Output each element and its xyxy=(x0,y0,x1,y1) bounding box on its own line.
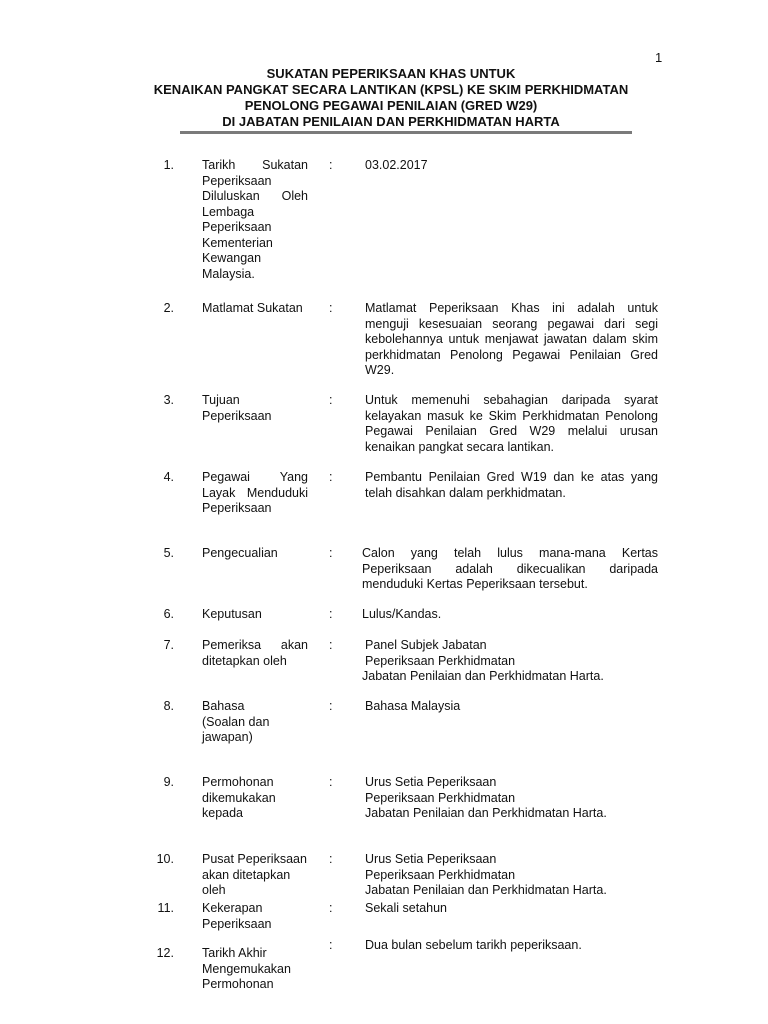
value-line: Peperiksaan Perkhidmatan xyxy=(365,653,516,668)
item-value xyxy=(362,638,658,685)
title-line-3: PENOLONG PEGAWAI PENILAIAN (GRED W29) xyxy=(244,98,538,113)
item-colon: : xyxy=(329,158,333,172)
value-line: Panel Subjek Jabatan xyxy=(365,638,487,652)
item-number: 10. xyxy=(156,852,174,866)
item-number: 4. xyxy=(163,470,174,484)
title-line-4: DI JABATAN PENILAIAN DAN PERKHIDMATAN HARTA xyxy=(222,114,560,129)
page-number: 1 xyxy=(655,50,663,65)
item-colon: : xyxy=(329,775,333,789)
item-label xyxy=(202,775,314,822)
item-colon: : xyxy=(329,638,333,652)
item-value: Lulus/Kandas. xyxy=(362,607,442,621)
item-colon: : xyxy=(329,301,333,315)
document-title xyxy=(150,66,632,130)
item-number: 6. xyxy=(163,607,174,621)
item-label: Tujuan Peperiksaan xyxy=(202,393,272,423)
label-line: Tarikh Akhir xyxy=(202,946,267,960)
item-number: 1. xyxy=(163,158,174,172)
value-line: menduduki Kertas Peperiksaan tersebut. xyxy=(362,577,588,591)
label-line: Pusat Peperiksaan xyxy=(202,852,307,866)
item-number: 8. xyxy=(163,699,174,713)
value-line: Calon yang telah lulus mana-mana Kertas xyxy=(362,546,658,560)
item-number: 12. xyxy=(156,946,174,960)
value-line: Peperiksaan Perkhidmatan xyxy=(365,867,516,882)
item-label xyxy=(202,852,314,899)
item-value: Untuk memenuhi sebahagian daripada syarat kelayakan masuk ke Skim Perkhidmatan Penolong Pegawai Penilaian Gred W29 melalui urusan kenaikan pangkat secara lantikan. xyxy=(365,393,658,454)
label-line: Permohonan xyxy=(202,775,274,789)
item-label: Tarikh Sukatan Peperiksaan Diluluskan Oleh Lembaga Peperiksaan Kementerian Kewangan Malaysia. xyxy=(202,158,308,281)
item-label: Pemeriksa akan ditetapkan oleh xyxy=(202,638,308,668)
label-line: dikemukakan xyxy=(202,790,276,805)
label-line: akan ditetapkan xyxy=(202,867,291,882)
item-value: Bahasa Malaysia xyxy=(365,699,461,713)
item-value: 03.02.2017 xyxy=(365,158,428,172)
item-label: Pengecualian xyxy=(202,546,278,560)
value-line: Peperiksaan adalah dikecualikan daripada xyxy=(362,561,658,576)
item-colon: : xyxy=(329,938,333,952)
item-number: 7. xyxy=(163,638,174,652)
title-line-1: SUKATAN PEPERIKSAAN KHAS UNTUK xyxy=(266,66,516,81)
label-line: (Soalan dan xyxy=(202,714,270,729)
value-line: Jabatan Penilaian dan Perkhidmatan Harta. xyxy=(365,883,607,897)
item-colon: : xyxy=(329,699,333,713)
item-number: 2. xyxy=(163,301,174,315)
item-label: Pegawai Yang Layak Menduduki Peperiksaan xyxy=(202,470,308,515)
value-line: Jabatan Penilaian dan Perkhidmatan Harta. xyxy=(362,669,604,683)
item-value: Dua bulan sebelum tarikh peperiksaan. xyxy=(365,938,582,952)
value-line: Urus Setia Peperiksaan xyxy=(365,852,497,866)
item-number: 11. xyxy=(157,901,174,915)
value-line: Jabatan Penilaian dan Perkhidmatan Harta. xyxy=(365,806,607,820)
label-line: jawapan) xyxy=(202,730,253,744)
item-label xyxy=(202,699,314,746)
title-divider xyxy=(180,131,632,134)
label-line: Kekerapan xyxy=(202,901,263,915)
item-colon: : xyxy=(329,901,333,915)
item-number: 3. xyxy=(163,393,174,407)
label-line: oleh xyxy=(202,883,226,897)
item-label: Matlamat Sukatan xyxy=(202,301,303,315)
item-value: Sekali setahun xyxy=(365,901,448,915)
item-colon: : xyxy=(329,393,333,407)
value-line: Urus Setia Peperiksaan xyxy=(365,775,497,789)
item-value: Pembantu Penilaian Gred W19 dan ke atas yang telah disahkan dalam perkhidmatan. xyxy=(365,470,658,500)
item-label xyxy=(202,946,314,993)
item-colon: : xyxy=(329,546,333,560)
value-line: Peperiksaan Perkhidmatan xyxy=(365,790,516,805)
item-colon: : xyxy=(329,852,333,866)
item-colon: : xyxy=(329,470,333,484)
item-value xyxy=(365,775,658,822)
item-colon: : xyxy=(329,607,333,621)
item-number: 9. xyxy=(163,775,174,789)
item-label xyxy=(202,901,314,932)
label-line: Peperiksaan xyxy=(202,916,272,931)
item-label: Keputusan xyxy=(202,607,262,621)
label-line: Bahasa xyxy=(202,699,245,713)
item-value: Matlamat Peperiksaan Khas ini adalah untuk menguji kesesuaian seorang pegawai dari segi kebolehannya untuk menjawat jawatan dalam skim perkhidmatan Penolong Pegawai Penilaian Gred W29. xyxy=(365,301,658,377)
item-number: 5. xyxy=(163,546,174,560)
label-line: Permohonan xyxy=(202,977,274,991)
label-line: Mengemukakan xyxy=(202,961,291,976)
item-value xyxy=(365,852,658,899)
label-line: kepada xyxy=(202,806,244,820)
item-value xyxy=(362,546,658,593)
title-line-2: KENAIKAN PANGKAT SECARA LANTIKAN (KPSL) KE SKIM PERKHIDMATAN xyxy=(153,82,629,97)
